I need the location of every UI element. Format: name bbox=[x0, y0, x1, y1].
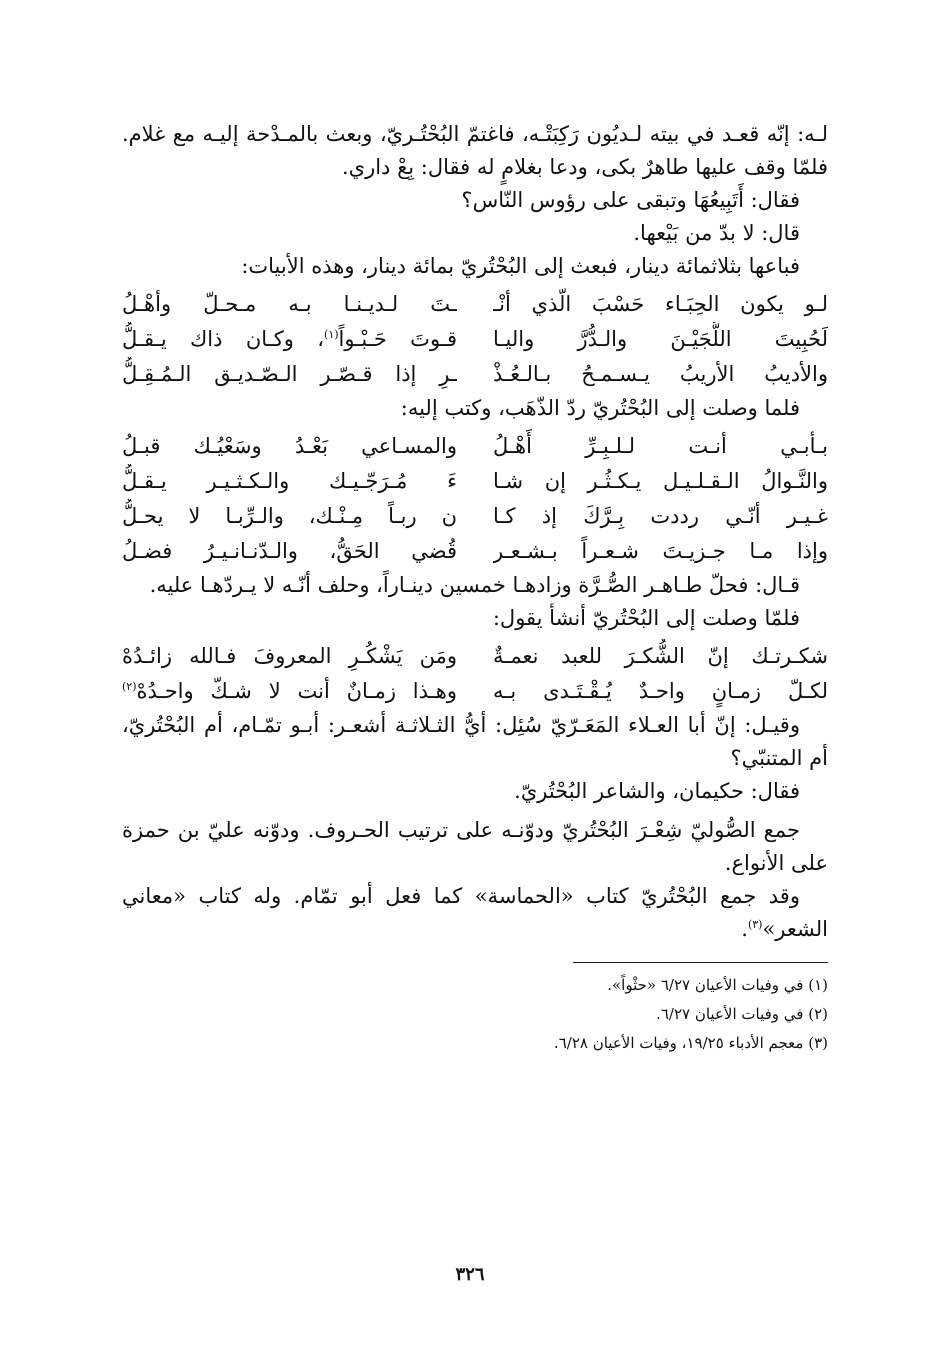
verse-first-hemistich: لـو يكون الحِبَـاء حَسْبَ الّذي أنْـ bbox=[493, 292, 828, 316]
footnote-marker: (٢) bbox=[122, 680, 137, 693]
verse-line bbox=[122, 639, 828, 674]
verse-first-hemistich: بـأبـي أنـت لـلـبِـرِّ أَهْـلُ bbox=[493, 434, 828, 458]
paragraph: وقيـل: إنّ أبا العـلاء المَعَـرّيّ سُئِل: أيُّ الثـلاثـة أشعـر: أبـو تمّـام، أم البُحْتُريّ، أم المتنبّي؟ bbox=[122, 713, 828, 770]
paragraph: قـال: فحلّ طـاهـر الصُّـرَّة وزادهـا خمسين دينـاراً، وحلف أنّـه لا يـردّهـا عليه. bbox=[149, 573, 800, 597]
verse-line bbox=[122, 674, 828, 709]
verse-second-hemistich: قـوتَ حَـبْـواً$^{(١)}$، وكـان ذاك يـقـلُّ bbox=[122, 327, 457, 351]
paragraph: فلما وصلت إلى البُحْتُريّ ردّ الذّهَب، وكتب إليه: bbox=[400, 396, 800, 420]
footnote: (١) في وفيات الأعيان ٦/٢٧ «حثْواً». bbox=[607, 976, 828, 994]
verse-second-hemistich: ـرِ إذا قـصّـر الـصّـديـق الـمُـقِـلُّ bbox=[122, 362, 457, 386]
page-number: ٣٢٦ bbox=[455, 1264, 485, 1285]
verse-first-hemistich: لكـلّ زمـانٍ واحـدٌ يُـقْـتَـدى بـه bbox=[493, 679, 828, 703]
verse-second-hemistich: ءَ مُـرَجّـيـك والـكـثـيـر يـقـلُّ bbox=[122, 469, 457, 493]
verse-first-hemistich: شكـرتـك إنّ الشُّكـرَ للعبد نعمـةٌ bbox=[493, 644, 828, 668]
paragraph: قال: لا بدّ من بَيْعها. bbox=[633, 221, 800, 245]
verse-first-hemistich: غـيـر أنّـي رددت بِـرَّكَ إذ كـا bbox=[493, 504, 828, 528]
verse-first-hemistich: لَحُبِيتَ اللُّجَيْـنَ والـدُّرَّ واليـا bbox=[493, 327, 828, 351]
footnote: (٣) معجم الأدباء ١٩/٢٥، وفيات الأعيان ٦/٢٨. bbox=[553, 1034, 828, 1052]
paragraph: فلمّا وصلت إلى البُحْتُريّ أنشأ يقول: bbox=[492, 606, 800, 630]
paragraph: لـه: إنّه قعـد في بيته لـديُون رَكِبَتْـه، فاغتمّ البُحْتُـريّ، وبعث بالمـدْحة إليـه مع غلام. فلمّا وقف عليها طاهرٌ بكى، ودعا بغلامٍ له فقال: بِعْ داري. bbox=[122, 122, 828, 179]
verse-second-hemistich: والمسـاعي بَعْـدُ وسَعْيُـك قبـلُ bbox=[122, 434, 457, 458]
paragraph: جمع الصُّوليّ شِعْـرَ البُحْتُريّ ودوّنـه على ترتيب الحـروف. ودوّنه عليّ بن حمزة على الأنواع. bbox=[122, 818, 828, 875]
paragraph: وقد جمع البُحْتُريّ كتاب «الحماسة» كما فعل أبو تمّام. وله كتاب «معاني الشعر»$^{(٣)}$. bbox=[122, 884, 828, 941]
paragraph: فقال: حكيمان، والشاعر البُحْتُريّ. bbox=[514, 779, 800, 803]
verse-line bbox=[122, 322, 828, 357]
footnote-separator bbox=[573, 962, 828, 963]
verse-line bbox=[122, 357, 828, 392]
poem-block-3 bbox=[122, 639, 828, 709]
book-page bbox=[122, 118, 828, 1058]
verse-second-hemistich: ـتَ لـديـنـا بـه مـحـلّ وأهْـلُ bbox=[122, 292, 457, 316]
verse-first-hemistich: وإذا مـا جـزيـتَ شـعـراً بـشـعـر bbox=[493, 539, 828, 563]
footnote: (٢) في وفيات الأعيان ٦/٢٧. bbox=[656, 1005, 828, 1023]
verse-first-hemistich: والأديبُ الأريبُ يـسـمـحُ بـالـعُـذْ bbox=[493, 362, 828, 386]
verse-second-hemistich: ن ربـاً مِـنْـك، والـرِّبـا لا يحـلُّ bbox=[122, 504, 457, 528]
verse-second-hemistich: ومَن يَشْكُـرِ المعروفَ فـالله زائـدُهْ bbox=[122, 644, 457, 668]
verse-second-hemistich: قُضي الحَقُّ، والـدّنـانـيـرُ فضـلُ bbox=[122, 539, 457, 563]
footnotes bbox=[122, 971, 828, 1058]
verse-line bbox=[122, 287, 828, 322]
verse-second-hemistich: وهـذا زمـانٌ أنت لا شـكّ واحـدُهْ$^{(٢)}$ bbox=[122, 679, 457, 703]
verse-line bbox=[122, 499, 828, 534]
verse-line bbox=[122, 534, 828, 569]
verse-line bbox=[122, 429, 828, 464]
paragraph: فباعها بثلاثمائة دينار، فبعث إلى البُحْتُريّ بمائة دينار، وهذه الأبيات: bbox=[241, 254, 800, 278]
paragraph: فقال: أَتَبِيعُهَا وتبقى على رؤوس النّاس؟ bbox=[461, 188, 800, 212]
footnote-marker: (٣) bbox=[747, 918, 763, 931]
poem-block-1 bbox=[122, 287, 828, 392]
poem-block-2 bbox=[122, 429, 828, 569]
verse-line bbox=[122, 464, 828, 499]
verse-first-hemistich: والنَّـوالُ الـقـلـيـل يـكـثُـر إن شـا bbox=[493, 469, 828, 493]
footnote-marker: (١) bbox=[324, 328, 339, 341]
